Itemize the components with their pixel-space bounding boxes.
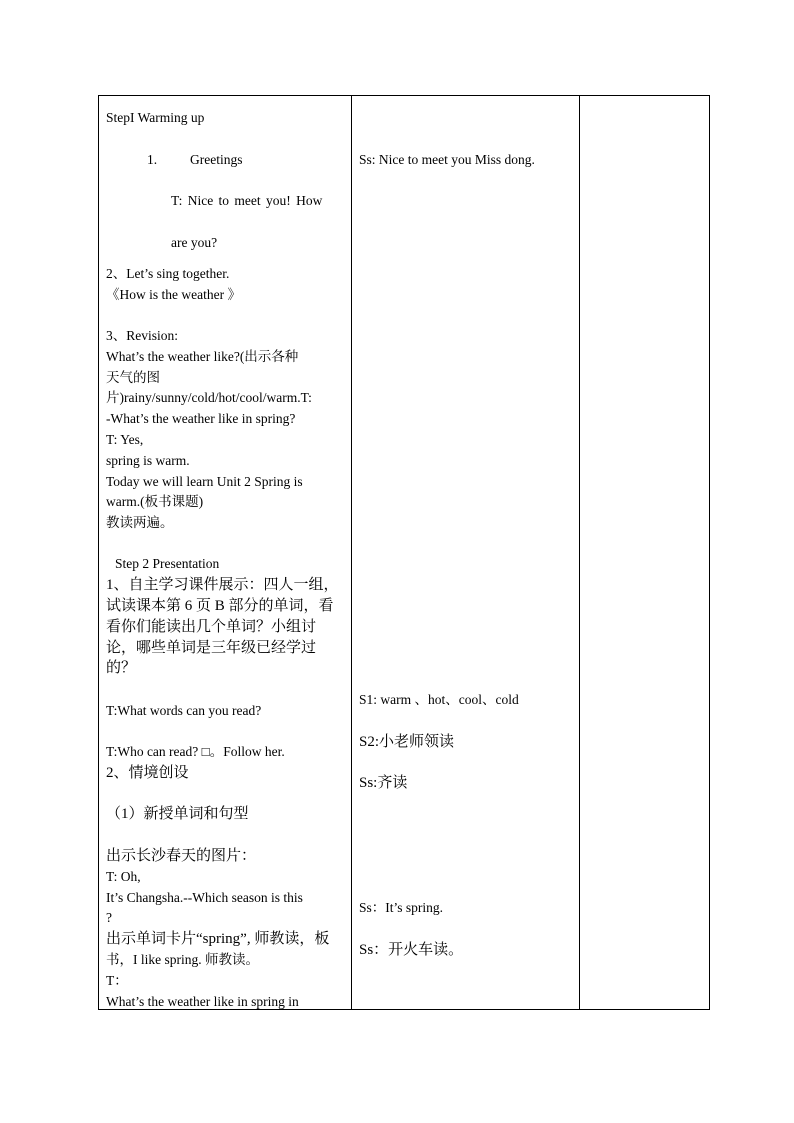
changsha-line: It’s Changsha.--Which season is this	[106, 890, 303, 905]
teacher-greeting-line1: T: Nice to meet you! How	[171, 193, 323, 208]
revision-line: 教读两遍。	[106, 515, 174, 530]
presentation-line: 1、自主学习课件展示：四人一组，	[106, 577, 339, 593]
student1-answer: S1: warm 、hot、cool、cold	[359, 692, 519, 707]
column-divider	[579, 96, 580, 1009]
greetings-label: Greetings	[190, 152, 243, 167]
song-title: 《How is the weather 》	[106, 287, 241, 302]
presentation-line: 看你们能读出几个单词？小组讨	[106, 619, 317, 635]
sing-line: 2、Let’s sing together.	[106, 266, 230, 281]
revision-line: What’s the weather like?(出示各种	[106, 349, 299, 364]
revision-line: spring is warm.	[106, 453, 190, 468]
step1-heading: StepI Warming up	[106, 110, 205, 125]
teacher-greeting-line2: are you?	[171, 235, 218, 250]
greetings-number: 1.	[147, 152, 158, 167]
new-words-heading: （1）新授单词和句型	[106, 806, 249, 822]
revision-heading: 3、Revision:	[106, 328, 179, 343]
revision-line: warm.(板书课题)	[106, 494, 204, 509]
show-picture-line: 出示长沙春天的图片：	[106, 848, 257, 864]
word-card-line: 书，I like spring. 师教读。	[106, 952, 259, 967]
revision-line: 片)rainy/sunny/cold/hot/cool/warm.T:	[106, 390, 312, 405]
teacher-colon: T：	[106, 973, 128, 988]
students-train-read: Ss：开火车读。	[359, 942, 464, 958]
word-card-line: 出示单词卡片“spring”, 师教读，板	[106, 931, 330, 947]
students-spring-answer: Ss：It’s spring.	[359, 900, 444, 915]
revision-line: 天气的图	[106, 370, 160, 385]
question-mark: ?	[106, 910, 112, 925]
teacher-words-question: T:What words can you read?	[106, 703, 262, 718]
revision-line: -What’s the weather like in spring?	[106, 411, 296, 426]
students-read-together: Ss:齐读	[359, 775, 408, 791]
step2-heading: Step 2 Presentation	[115, 556, 220, 571]
teacher-who-question: T:Who can read? □。Follow her.	[106, 744, 285, 759]
scene-heading: 2、情境创设	[106, 765, 189, 781]
column-divider	[351, 96, 352, 1009]
presentation-line: 的？	[106, 660, 137, 676]
students-greeting: Ss: Nice to meet you Miss dong.	[359, 152, 535, 167]
student2-answer: S2:小老师领读	[359, 734, 455, 750]
last-line: What’s the weather like in spring in	[106, 994, 299, 1009]
presentation-line: 试读课本第 6 页 B 部分的单词，看	[106, 598, 334, 614]
revision-line: T: Yes,	[106, 432, 144, 447]
revision-line: Today we will learn Unit 2 Spring is	[106, 474, 303, 489]
teacher-oh: T: Oh,	[106, 869, 141, 884]
presentation-line: 论，哪些单词是三年级已经学过	[106, 640, 317, 656]
lesson-plan-table	[98, 95, 710, 1010]
